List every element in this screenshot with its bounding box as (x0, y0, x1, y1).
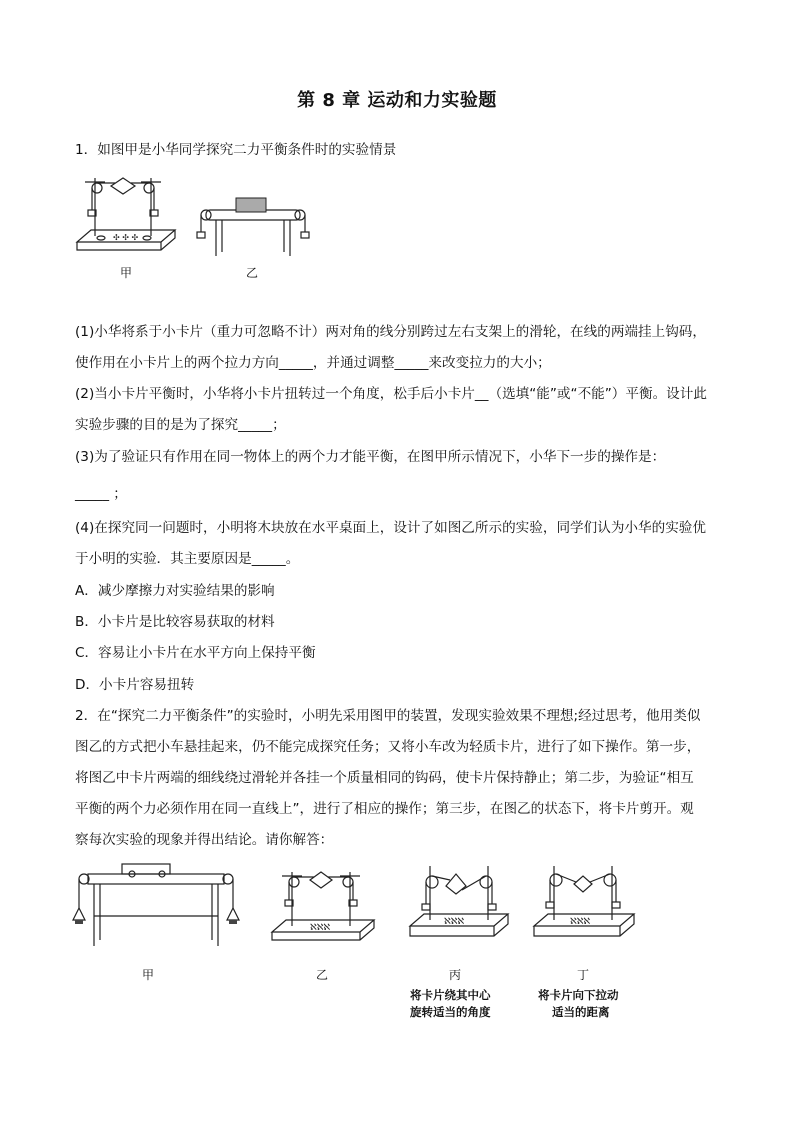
q2-line1: 2．在“探究二力平衡条件”的实验时，小明先采用图甲的装置，发现实验效果不理想;经过思考，他用类似 (75, 708, 701, 724)
q2-fig-label-yi: 乙 (316, 968, 329, 982)
q2-figure-jia (72, 860, 242, 950)
q1-part3-line2: _____ ； (75, 486, 127, 502)
q2-fig-label-jia: 甲 (142, 968, 155, 982)
q1-part1-line2: 使作用在小卡片上的两个拉力方向_____，并通过调整_____来改变拉力的大小； (75, 355, 551, 371)
q1-part4-line1: (4)在探究同一问题时，小明将木块放在水平桌面上，设计了如图乙所示的实验，同学们认为小华的实验优 (75, 520, 706, 536)
q2-line3: 将图乙中卡片两端的细线绕过滑轮并各挂一个质量相同的钩码，使卡片保持静止；第二步，为验证“相互 (75, 770, 694, 786)
q1-part2-line2: 实验步骤的目的是为了探究_____； (75, 417, 286, 433)
q1-fig-label-yi: 乙 (246, 266, 259, 280)
q1-option-c: C．容易让小卡片在水平方向上保持平衡 (75, 645, 316, 661)
svg-text:ℵℵℵ: ℵℵℵ (310, 923, 331, 933)
q2-note-ding-line1: 将卡片向下拉动 (538, 988, 619, 1002)
q2-figure-yi (270, 866, 378, 950)
q1-part1-line1: (1)小华将系于小卡片（重力可忽略不计）两对角的线分别跨过左右支架上的滑轮，在线的两端挂上钩码， (75, 324, 706, 340)
q2-line2: 图乙的方式把小车悬挂起来，仍不能完成探究任务；又将小车改为轻质卡片，进行了如下操作。第一步， (75, 739, 701, 755)
q1-option-d: D．小卡片容易扭转 (75, 677, 195, 693)
svg-text:ℵℵℵ: ℵℵℵ (444, 917, 465, 927)
q1-part2-line1: (2)当小卡片平衡时，小华将小卡片扭转过一个角度，松手后小卡片__（选填“能”或“不能”）平衡。设计此 (75, 386, 707, 402)
q1-part3-line1: (3)为了验证只有作用在同一物体上的两个力才能平衡，在图甲所示情况下，小华下一步的操作是： (75, 449, 666, 465)
q1-figure-yi (196, 194, 312, 262)
q2-line5: 察每次实验的现象并得出结论。请你解答： (75, 832, 334, 848)
page-title: 第 8 章 运动和力实验题 (297, 90, 497, 111)
svg-text:✣ ✣ ✣: ✣ ✣ ✣ (113, 233, 139, 242)
q1-fig-label-jia: 甲 (120, 266, 133, 280)
q2-fig-label-ding: 丁 (577, 968, 590, 982)
q1-option-a: A．减少摩擦力对实验结果的影响 (75, 583, 275, 599)
q2-figure-bing (408, 860, 512, 944)
svg-text:ℵℵℵ: ℵℵℵ (570, 917, 591, 927)
q1-option-b: B．小卡片是比较容易获取的材料 (75, 614, 275, 630)
q2-note-ding-line2: 适当的距离 (552, 1005, 610, 1019)
q2-fig-label-bing: 丙 (449, 968, 462, 982)
q2-note-bing-line1: 将卡片绕其中心 (410, 988, 491, 1002)
q2-line4: 平衡的两个力必须作用在同一直线上”，进行了相应的操作；第三步，在图乙的状态下，将卡片剪开。观 (75, 801, 694, 817)
q1-figure-jia (75, 172, 185, 262)
q2-note-bing-line2: 旋转适当的角度 (410, 1005, 491, 1019)
q2-figure-ding (532, 860, 638, 944)
q1-part4-line2: 于小明的实验．其主要原因是_____。 (75, 551, 300, 567)
q1-intro: 1．如图甲是小华同学探究二力平衡条件时的实验情景 (75, 142, 397, 158)
